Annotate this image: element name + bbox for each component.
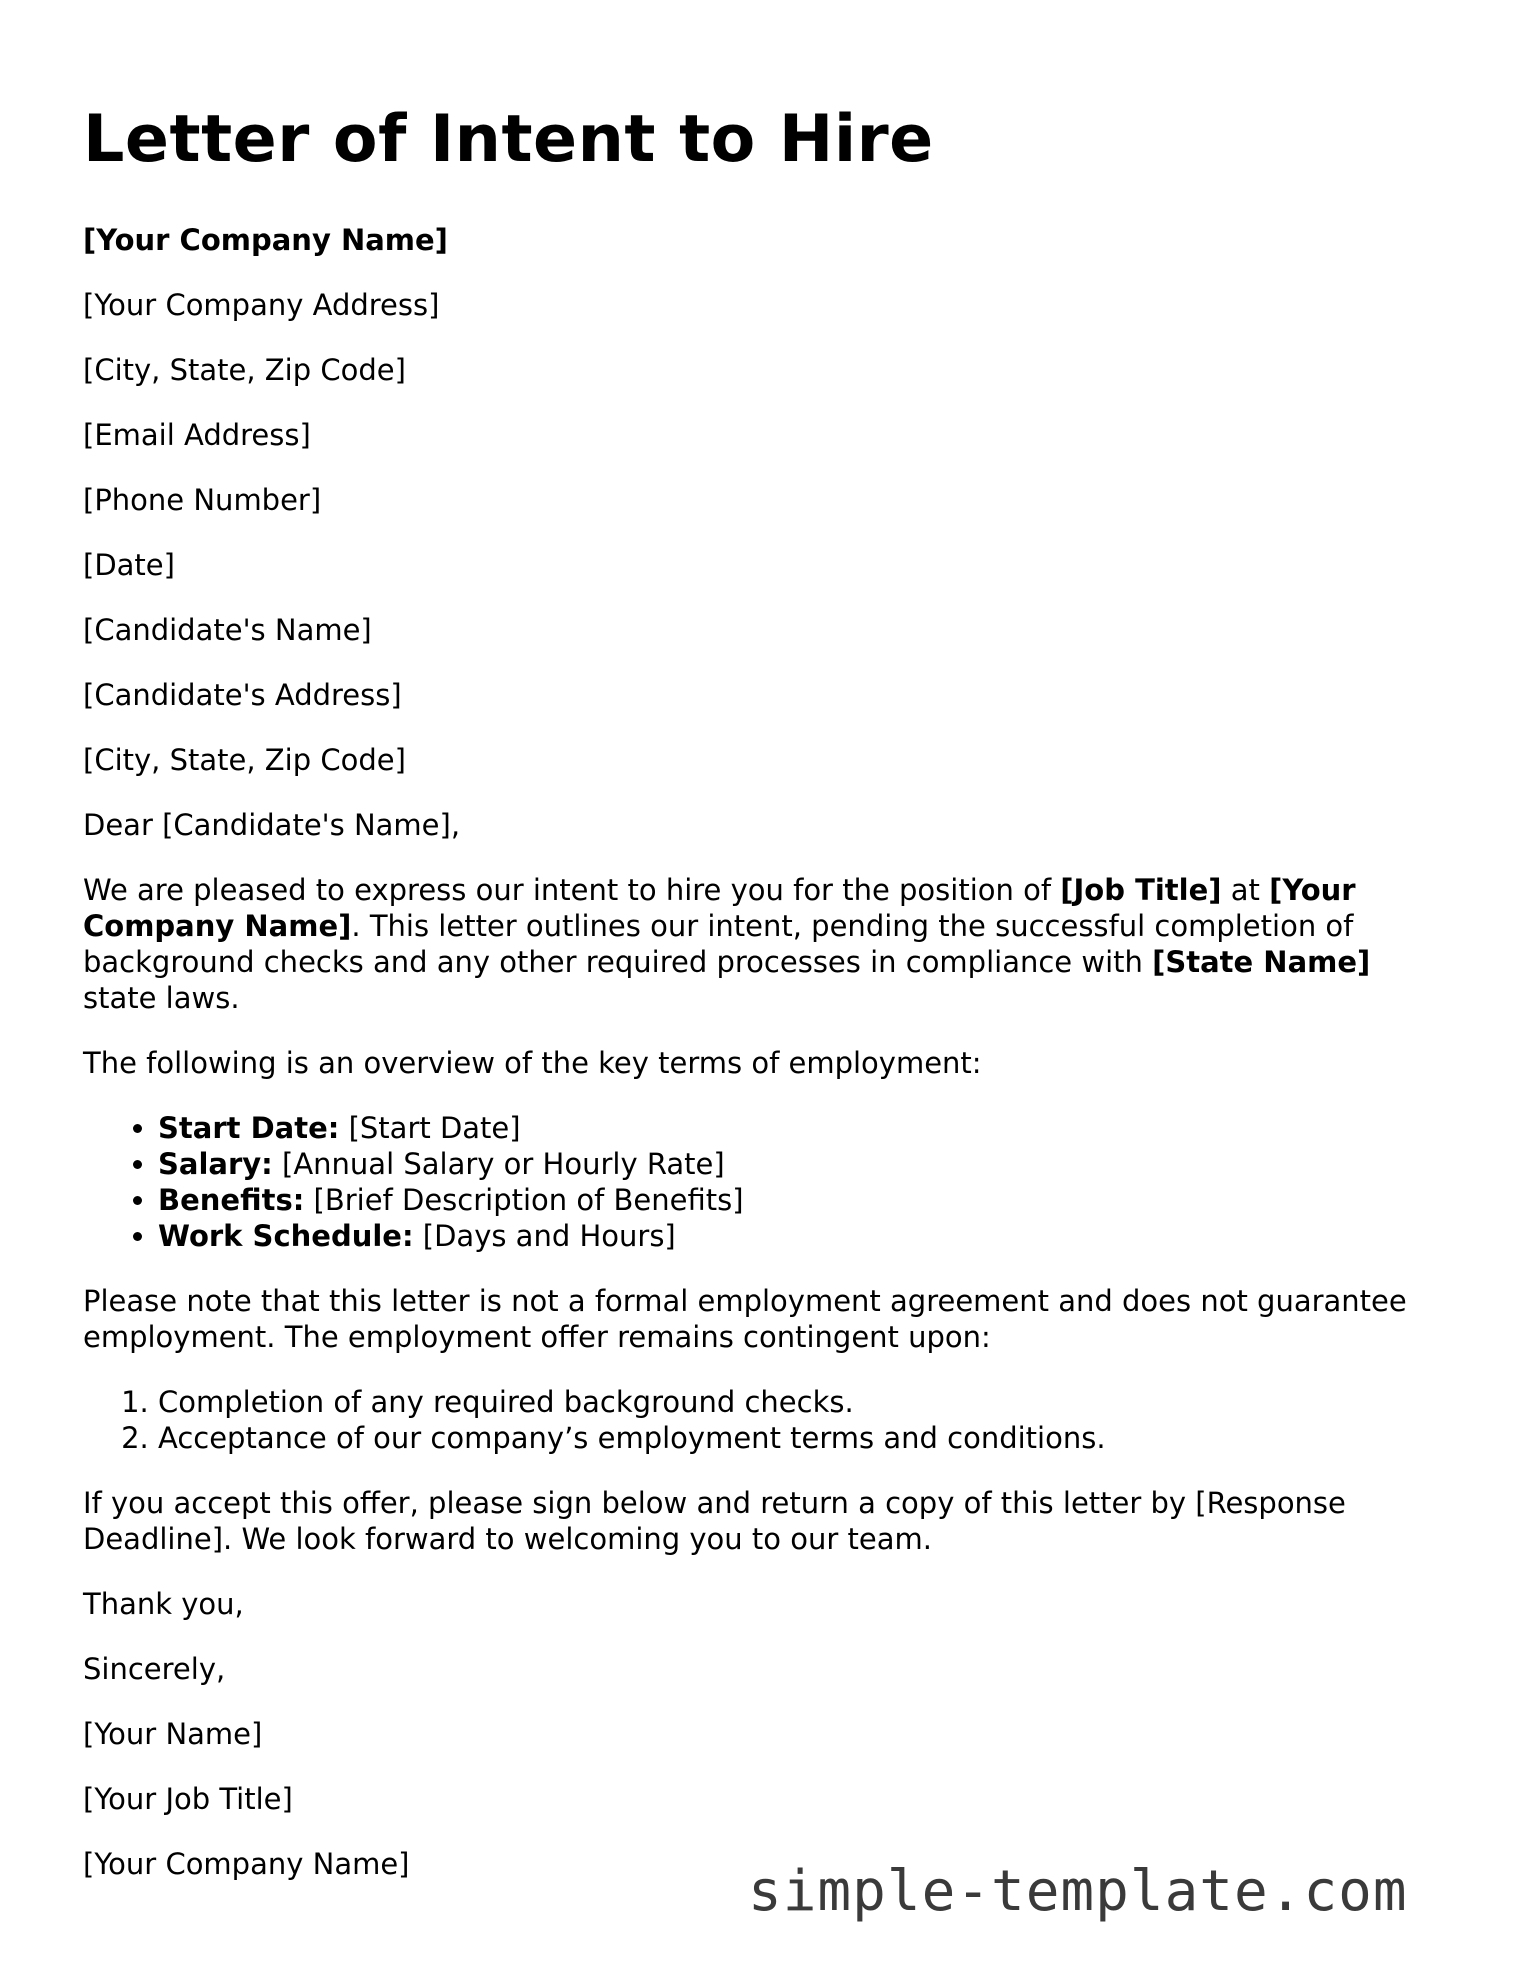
sender-city-state-zip: [City, State, Zip Code] <box>83 353 406 387</box>
term-item-benefits: • Benefits: [Brief Description of Benefits] <box>158 1182 1423 1218</box>
contingency-item: 2. Acceptance of our company’s employment terms and conditions. <box>158 1420 1423 1456</box>
company-name-placeholder: [Your Company Name] <box>83 873 1356 943</box>
accept-paragraph: If you accept this offer, please sign below and return a copy of this letter by [Response Deadline]. We look forward to welcoming you to our team. <box>83 1486 1346 1556</box>
term-item-start-date: • Start Date: [Start Date] <box>158 1110 1423 1146</box>
job-title-placeholder: [Job Title] <box>1060 873 1222 907</box>
term-item-salary: • Salary: [Annual Salary or Hourly Rate] <box>158 1146 1423 1182</box>
closing-line: Sincerely, <box>83 1652 226 1686</box>
recipient-name: [Candidate's Name] <box>83 613 372 647</box>
term-item-work-schedule: • Work Schedule: [Days and Hours] <box>158 1218 1423 1254</box>
signature-name: [Your Name] <box>83 1717 263 1751</box>
terms-list <box>83 1110 1423 1254</box>
note-paragraph: Please note that this letter is not a formal employment agreement and does not guarantee employment. The employment offer remains contingent upon: <box>83 1284 1407 1354</box>
letter-document <box>83 100 1423 1911</box>
watermark-text: simple-template.com <box>748 1859 1408 1924</box>
signature-job-title: [Your Job Title] <box>83 1782 293 1816</box>
letter-date: [Date] <box>83 548 175 582</box>
document-title: Letter of Intent to Hire <box>83 102 934 177</box>
signature-company-name: [Your Company Name] <box>83 1847 410 1881</box>
intro-paragraph: We are pleased to express our intent to hire you for the position of [Job Title] at [Your Company Name]. This letter outlines our intent, pending the successful completion of background checks and any other required processes in compliance with [State Name] state laws. <box>83 873 1371 1015</box>
overview-paragraph: The following is an overview of the key terms of employment: <box>83 1046 982 1080</box>
recipient-address: [Candidate's Address] <box>83 678 402 712</box>
thanks-line: Thank you, <box>83 1587 244 1621</box>
sender-email: [Email Address] <box>83 418 311 452</box>
sender-phone: [Phone Number] <box>83 483 322 517</box>
salutation: Dear [Candidate's Name], <box>83 808 461 842</box>
state-name-placeholder: [State Name] <box>1152 945 1371 979</box>
recipient-city-state-zip: [City, State, Zip Code] <box>83 743 406 777</box>
contingency-item: 1. Completion of any required background checks. <box>158 1384 1423 1420</box>
sender-company-address: [Your Company Address] <box>83 288 440 322</box>
contingencies-list <box>83 1384 1423 1456</box>
sender-company-name: [Your Company Name] <box>83 223 448 257</box>
